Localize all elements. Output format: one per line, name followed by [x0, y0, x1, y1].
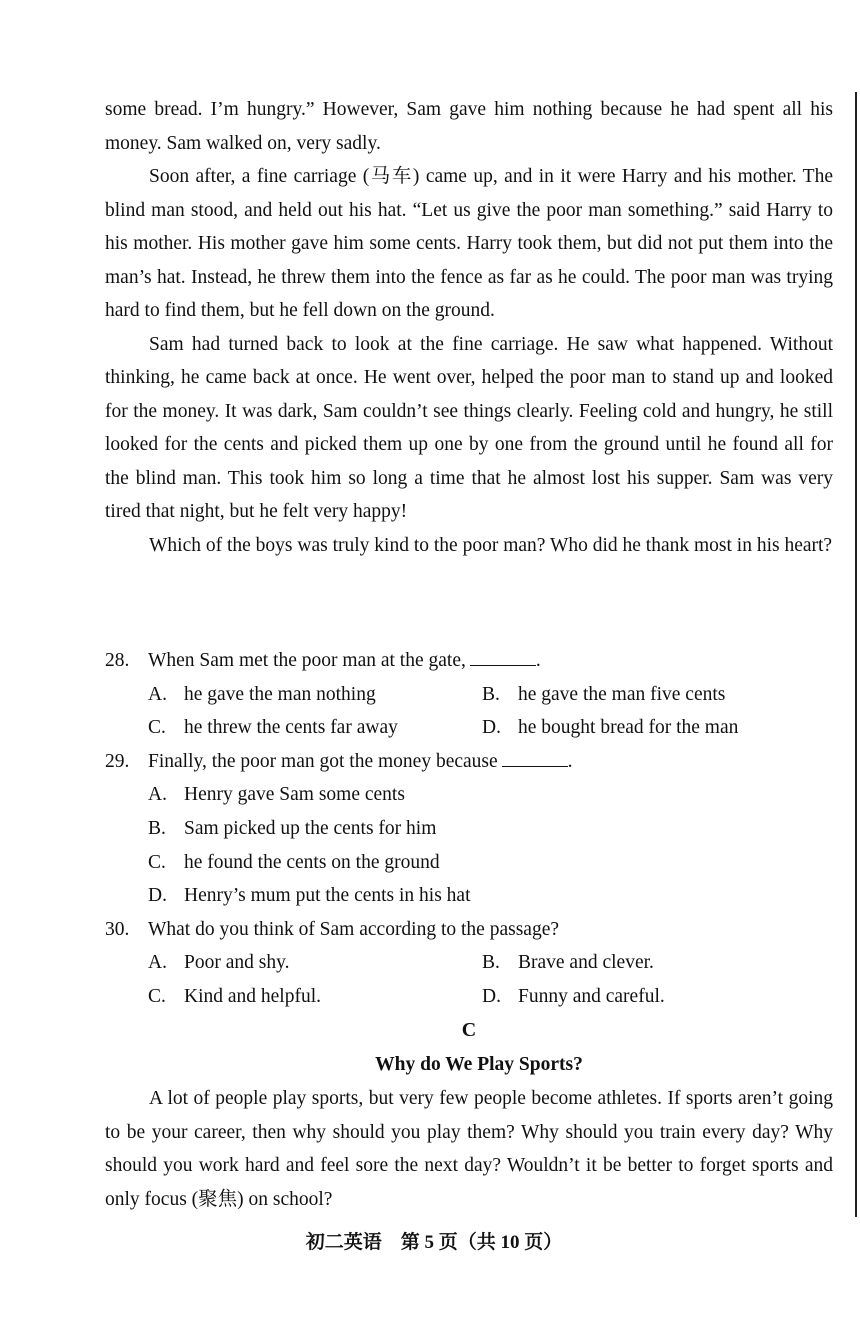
section-title: Why do We Play Sports?	[375, 1054, 583, 1075]
margin-rule	[855, 92, 857, 1217]
option-b: B. he gave the man five cents	[482, 683, 726, 705]
question-list	[105, 644, 833, 1014]
option-c: C. Kind and helpful.	[148, 985, 322, 1007]
passage-b-paragraph-2: Soon after, a fine carriage (马车) came up, and in it were Harry and his mother. The blind man stood, and held out his hat. “Let us give the poor man something.” said Harry to his mother. His mother gave him some cents. Harry took them, but did not put them into the man’s hat. Instead, he threw them into the fence as far as he could. The poor man was trying hard to find them, but he fell down on the ground.	[105, 166, 833, 321]
question-28-options	[105, 678, 833, 745]
option-d: D. he bought bread for the man	[482, 717, 739, 739]
passage-b	[105, 93, 833, 562]
option-a: A. Henry gave Sam some cents	[148, 784, 405, 806]
option-b: B. Brave and clever.	[482, 952, 654, 974]
passage-b-paragraph-3: Sam had turned back to look at the fine carriage. He saw what happened. Without thinking, he came back at once. He went over, helped the poor man to stand up and looked for the money. It was dark, Sam couldn’t see things clearly. Feeling cold and hungry, he still looked for the cents and picked them up one by one from the ground until he found all for the blind man. This took him so long a time that he almost lost his supper. Sam was very tired that night, but he felt very happy!	[105, 333, 833, 522]
answer-blank	[502, 748, 568, 767]
option-d: D. Funny and careful.	[482, 985, 665, 1007]
question-stem: Finally, the poor man got the money because .	[148, 745, 573, 779]
question-stem: What do you think of Sam according to the passage?	[148, 918, 560, 940]
page-footer: 初二英语 第 5 页（共 10 页）	[305, 1232, 563, 1253]
option-a: A. he gave the man nothing	[148, 683, 376, 705]
question-number: 29.	[105, 750, 130, 772]
option-b: B. Sam picked up the cents for him	[148, 817, 437, 839]
option-c: C. he found the cents on the ground	[148, 851, 440, 873]
question-30-options	[105, 946, 833, 1013]
question-stem: When Sam met the poor man at the gate, .	[148, 644, 541, 678]
option-a: A. Poor and shy.	[148, 952, 290, 974]
passage-c	[105, 1082, 833, 1216]
passage-b-paragraph-4: Which of the boys was truly kind to the poor man? Who did he thank most in his heart?	[149, 534, 833, 556]
option-d: D. Henry’s mum put the cents in his hat	[148, 885, 471, 907]
question-number: 28.	[105, 650, 130, 671]
question-29	[105, 745, 833, 779]
passage-b-paragraph-1: some bread. I’m hungry.” However, Sam gave him nothing because he had spent all his money. Sam walked on, very sadly.	[105, 99, 833, 154]
question-number: 30.	[105, 918, 130, 940]
answer-blank	[470, 647, 536, 666]
question-30	[105, 913, 833, 947]
section-letter: C	[461, 1019, 477, 1041]
passage-c-paragraph-1: A lot of people play sports, but very few people become athletes. If sports aren’t going to be your career, then why should you play them? Why should you train every day? Why should you work hard and feel sore the next day? Wouldn’t it be better to forget sports and only focus (聚焦) on school?	[105, 1088, 833, 1210]
question-29-options	[105, 778, 833, 912]
question-28	[105, 644, 833, 678]
option-c: C. he threw the cents far away	[148, 717, 398, 739]
